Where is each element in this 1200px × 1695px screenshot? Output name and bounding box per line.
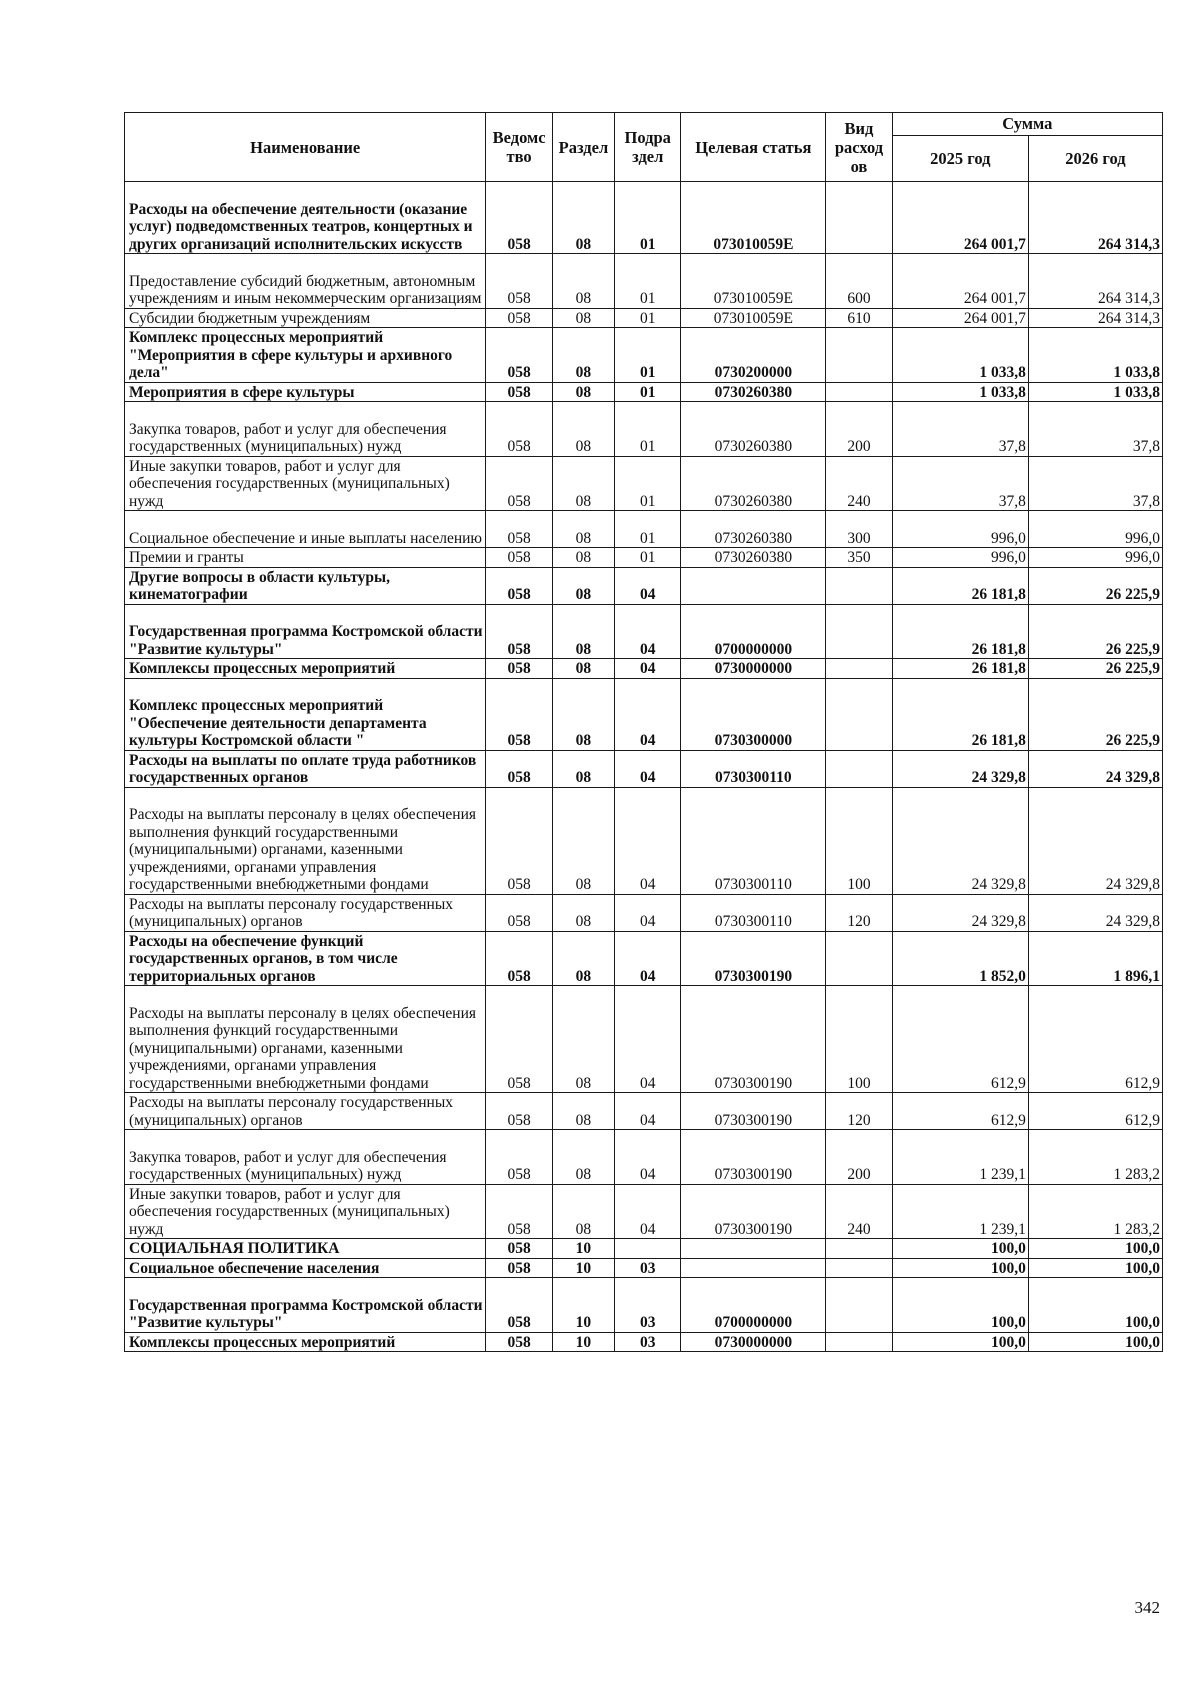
header-sum: Сумма: [892, 113, 1162, 136]
cell-subsection: 03: [615, 1332, 681, 1352]
cell-dept: 058: [486, 254, 552, 309]
cell-sum-2025: 1 239,1: [892, 1130, 1028, 1185]
cell-dept: 058: [486, 1258, 552, 1278]
table-row: [125, 567, 1163, 604]
cell-expense-type: 240: [826, 456, 892, 511]
cell-expense-type: [826, 1239, 892, 1259]
table-row: [125, 511, 1163, 548]
cell-sum-2026: 1 033,8: [1028, 382, 1162, 402]
cell-section: 08: [552, 604, 614, 659]
cell-sum-2025: 1 239,1: [892, 1184, 1028, 1239]
cell-target: 0730000000: [681, 659, 826, 679]
header-target: Целевая статья: [681, 113, 826, 182]
cell-expense-type: [826, 659, 892, 679]
cell-sum-2026: 1 283,2: [1028, 1184, 1162, 1239]
cell-target: 0730300000: [681, 678, 826, 750]
cell-expense-type: 120: [826, 1093, 892, 1130]
cell-target: 0730300190: [681, 1184, 826, 1239]
cell-sum-2026: 100,0: [1028, 1258, 1162, 1278]
cell-subsection: 01: [615, 382, 681, 402]
cell-sum-2026: 1 283,2: [1028, 1130, 1162, 1185]
cell-section: 08: [552, 548, 614, 568]
table-row: [125, 1130, 1163, 1185]
cell-subsection: 04: [615, 894, 681, 931]
cell-dept: 058: [486, 750, 552, 787]
cell-target: 0730260380: [681, 402, 826, 457]
cell-sum-2026: 24 329,8: [1028, 894, 1162, 931]
cell-sum-2026: 1 896,1: [1028, 931, 1162, 986]
cell-sum-2025: 26 181,8: [892, 567, 1028, 604]
cell-sum-2026: 264 314,3: [1028, 254, 1162, 309]
cell-section: 08: [552, 986, 614, 1093]
cell-expense-type: [826, 1278, 892, 1333]
cell-section: 08: [552, 402, 614, 457]
cell-dept: 058: [486, 1239, 552, 1259]
table-row: [125, 1258, 1163, 1278]
cell-subsection: 04: [615, 567, 681, 604]
table-row: [125, 787, 1163, 894]
cell-sum-2026: 26 225,9: [1028, 659, 1162, 679]
cell-name: Предоставление субсидий бюджетным, автономным учреждениям и иным некоммерческим организациям: [125, 254, 486, 309]
cell-subsection: 01: [615, 182, 681, 254]
cell-name: Расходы на выплаты персоналу государственных (муниципальных) органов: [125, 894, 486, 931]
cell-dept: 058: [486, 402, 552, 457]
cell-subsection: 04: [615, 787, 681, 894]
cell-subsection: 04: [615, 750, 681, 787]
header-section: Раздел: [552, 113, 614, 182]
table-row: [125, 1093, 1163, 1130]
cell-expense-type: [826, 678, 892, 750]
cell-subsection: 03: [615, 1258, 681, 1278]
cell-target: 0730000000: [681, 1332, 826, 1352]
table-row: [125, 1332, 1163, 1352]
cell-target: 0730300190: [681, 986, 826, 1093]
cell-dept: 058: [486, 986, 552, 1093]
cell-sum-2026: 100,0: [1028, 1332, 1162, 1352]
table-row: [125, 604, 1163, 659]
cell-section: 08: [552, 1184, 614, 1239]
table-row: [125, 750, 1163, 787]
cell-target: 0730300190: [681, 931, 826, 986]
cell-expense-type: 200: [826, 1130, 892, 1185]
cell-expense-type: 100: [826, 986, 892, 1093]
cell-section: 10: [552, 1332, 614, 1352]
cell-name: Государственная программа Костромской области "Развитие культуры": [125, 1278, 486, 1333]
cell-dept: 058: [486, 382, 552, 402]
cell-sum-2025: 37,8: [892, 402, 1028, 457]
cell-name: Закупка товаров, работ и услуг для обеспечения государственных (муниципальных) нужд: [125, 1130, 486, 1185]
cell-section: 08: [552, 787, 614, 894]
cell-target: 0730260380: [681, 456, 826, 511]
cell-section: 08: [552, 511, 614, 548]
cell-section: 08: [552, 567, 614, 604]
cell-sum-2026: 24 329,8: [1028, 787, 1162, 894]
cell-section: 08: [552, 1093, 614, 1130]
cell-expense-type: [826, 382, 892, 402]
cell-subsection: 01: [615, 456, 681, 511]
cell-sum-2025: 1 852,0: [892, 931, 1028, 986]
cell-target: 073010059Е: [681, 182, 826, 254]
cell-sum-2025: 264 001,7: [892, 182, 1028, 254]
cell-sum-2025: 100,0: [892, 1332, 1028, 1352]
table-row: [125, 402, 1163, 457]
cell-subsection: [615, 1239, 681, 1259]
cell-expense-type: [826, 1258, 892, 1278]
header-expense-type: Вид расход ов: [826, 113, 892, 182]
cell-expense-type: 240: [826, 1184, 892, 1239]
table-row: [125, 382, 1163, 402]
cell-subsection: 04: [615, 604, 681, 659]
cell-sum-2026: 612,9: [1028, 986, 1162, 1093]
cell-expense-type: [826, 1332, 892, 1352]
cell-sum-2026: 996,0: [1028, 548, 1162, 568]
cell-target: 073010059Е: [681, 254, 826, 309]
cell-dept: 058: [486, 456, 552, 511]
cell-subsection: 01: [615, 511, 681, 548]
table-row: [125, 1278, 1163, 1333]
cell-dept: 058: [486, 1278, 552, 1333]
cell-dept: 058: [486, 1184, 552, 1239]
cell-target: 0730260380: [681, 382, 826, 402]
cell-subsection: 03: [615, 1278, 681, 1333]
cell-sum-2025: 996,0: [892, 548, 1028, 568]
header-2026: 2026 год: [1028, 136, 1162, 182]
cell-target: [681, 567, 826, 604]
cell-subsection: 04: [615, 1130, 681, 1185]
cell-name: Мероприятия в сфере культуры: [125, 382, 486, 402]
table-row: [125, 1239, 1163, 1259]
cell-sum-2026: 26 225,9: [1028, 604, 1162, 659]
cell-section: 08: [552, 931, 614, 986]
cell-name: Расходы на обеспечение функций государственных органов, в том числе территориальных органов: [125, 931, 486, 986]
cell-section: 08: [552, 182, 614, 254]
cell-name: Закупка товаров, работ и услуг для обеспечения государственных (муниципальных) нужд: [125, 402, 486, 457]
cell-subsection: 04: [615, 678, 681, 750]
cell-sum-2025: 1 033,8: [892, 328, 1028, 383]
header-2025: 2025 год: [892, 136, 1028, 182]
cell-section: 08: [552, 308, 614, 328]
cell-dept: 058: [486, 787, 552, 894]
cell-sum-2026: 264 314,3: [1028, 308, 1162, 328]
cell-dept: 058: [486, 548, 552, 568]
cell-target: 0700000000: [681, 604, 826, 659]
cell-subsection: 04: [615, 659, 681, 679]
cell-name: Расходы на выплаты персоналу государственных (муниципальных) органов: [125, 1093, 486, 1130]
cell-dept: 058: [486, 328, 552, 383]
cell-dept: 058: [486, 567, 552, 604]
cell-sum-2026: 26 225,9: [1028, 567, 1162, 604]
cell-dept: 058: [486, 308, 552, 328]
cell-expense-type: [826, 604, 892, 659]
header-subsection: Подра здел: [615, 113, 681, 182]
cell-sum-2026: 996,0: [1028, 511, 1162, 548]
cell-dept: 058: [486, 1093, 552, 1130]
cell-sum-2025: 100,0: [892, 1239, 1028, 1259]
table-header: [125, 113, 1163, 182]
cell-section: 08: [552, 456, 614, 511]
cell-sum-2026: 100,0: [1028, 1239, 1162, 1259]
cell-dept: 058: [486, 1130, 552, 1185]
cell-name: Субсидии бюджетным учреждениям: [125, 308, 486, 328]
cell-section: 08: [552, 254, 614, 309]
page-number: 342: [1134, 1598, 1160, 1617]
cell-sum-2025: 612,9: [892, 1093, 1028, 1130]
cell-sum-2025: 26 181,8: [892, 659, 1028, 679]
cell-name: Другие вопросы в области культуры, кинематографии: [125, 567, 486, 604]
cell-section: 08: [552, 750, 614, 787]
cell-sum-2025: 37,8: [892, 456, 1028, 511]
cell-name: Комплекс процессных мероприятий "Мероприятия в сфере культуры и архивного дела": [125, 328, 486, 383]
cell-sum-2025: 996,0: [892, 511, 1028, 548]
table-row: [125, 1184, 1163, 1239]
cell-name: Иные закупки товаров, работ и услуг для обеспечения государственных (муниципальных) нужд: [125, 1184, 486, 1239]
cell-section: 10: [552, 1239, 614, 1259]
cell-target: 0730300190: [681, 1093, 826, 1130]
cell-subsection: 01: [615, 402, 681, 457]
table-row: [125, 659, 1163, 679]
budget-table: [124, 112, 1163, 1352]
cell-target: [681, 1258, 826, 1278]
cell-subsection: 01: [615, 308, 681, 328]
cell-dept: 058: [486, 931, 552, 986]
table-row: [125, 308, 1163, 328]
cell-sum-2025: 26 181,8: [892, 604, 1028, 659]
cell-dept: 058: [486, 659, 552, 679]
cell-expense-type: 300: [826, 511, 892, 548]
cell-sum-2026: 100,0: [1028, 1278, 1162, 1333]
table-row: [125, 456, 1163, 511]
cell-target: 0730300110: [681, 894, 826, 931]
table-body: [125, 182, 1163, 1352]
cell-name: Расходы на обеспечение деятельности (оказание услуг) подведомственных театров, концертных и других организаций исполнительских искусств: [125, 182, 486, 254]
cell-dept: 058: [486, 1332, 552, 1352]
cell-expense-type: 200: [826, 402, 892, 457]
cell-sum-2025: 24 329,8: [892, 894, 1028, 931]
cell-target: 0730200000: [681, 328, 826, 383]
cell-target: 0730300190: [681, 1130, 826, 1185]
cell-section: 08: [552, 382, 614, 402]
cell-name: Расходы на выплаты по оплате труда работников государственных органов: [125, 750, 486, 787]
cell-target: 073010059Е: [681, 308, 826, 328]
cell-expense-type: [826, 328, 892, 383]
cell-dept: 058: [486, 894, 552, 931]
cell-sum-2025: 24 329,8: [892, 787, 1028, 894]
cell-subsection: 04: [615, 1093, 681, 1130]
cell-name: Государственная программа Костромской области "Развитие культуры": [125, 604, 486, 659]
table-row: [125, 678, 1163, 750]
cell-sum-2026: 264 314,3: [1028, 182, 1162, 254]
cell-dept: 058: [486, 604, 552, 659]
table-row: [125, 254, 1163, 309]
cell-name: Комплексы процессных мероприятий: [125, 1332, 486, 1352]
cell-sum-2026: 26 225,9: [1028, 678, 1162, 750]
cell-name: СОЦИАЛЬНАЯ ПОЛИТИКА: [125, 1239, 486, 1259]
cell-section: 08: [552, 894, 614, 931]
cell-name: Социальное обеспечение и иные выплаты населению: [125, 511, 486, 548]
table-row: [125, 182, 1163, 254]
table-row: [125, 894, 1163, 931]
cell-name: Иные закупки товаров, работ и услуг для обеспечения государственных (муниципальных) нужд: [125, 456, 486, 511]
cell-dept: 058: [486, 182, 552, 254]
cell-expense-type: 600: [826, 254, 892, 309]
cell-target: 0730300110: [681, 750, 826, 787]
cell-expense-type: 610: [826, 308, 892, 328]
cell-name: Премии и гранты: [125, 548, 486, 568]
cell-expense-type: 120: [826, 894, 892, 931]
cell-target: 0730260380: [681, 511, 826, 548]
cell-dept: 058: [486, 511, 552, 548]
cell-subsection: 04: [615, 986, 681, 1093]
cell-section: 10: [552, 1278, 614, 1333]
header-name: Наименование: [125, 113, 486, 182]
cell-subsection: 01: [615, 328, 681, 383]
cell-sum-2025: 24 329,8: [892, 750, 1028, 787]
cell-dept: 058: [486, 678, 552, 750]
cell-target: 0730260380: [681, 548, 826, 568]
cell-section: 10: [552, 1258, 614, 1278]
cell-sum-2025: 1 033,8: [892, 382, 1028, 402]
cell-target: 0700000000: [681, 1278, 826, 1333]
cell-name: Расходы на выплаты персоналу в целях обеспечения выполнения функций государственными (муниципальными) органами, казенными учреждениями, органами управления государственными внебюджетными фондами: [125, 787, 486, 894]
cell-expense-type: 350: [826, 548, 892, 568]
cell-subsection: 01: [615, 254, 681, 309]
cell-expense-type: [826, 931, 892, 986]
cell-sum-2026: 612,9: [1028, 1093, 1162, 1130]
cell-name: Комплексы процессных мероприятий: [125, 659, 486, 679]
cell-expense-type: [826, 567, 892, 604]
cell-subsection: 04: [615, 1184, 681, 1239]
cell-target: 0730300110: [681, 787, 826, 894]
table-row: [125, 986, 1163, 1093]
table-row: [125, 548, 1163, 568]
cell-subsection: 01: [615, 548, 681, 568]
cell-sum-2025: 100,0: [892, 1278, 1028, 1333]
cell-subsection: 04: [615, 931, 681, 986]
table-row: [125, 328, 1163, 383]
cell-sum-2026: 1 033,8: [1028, 328, 1162, 383]
cell-name: Социальное обеспечение населения: [125, 1258, 486, 1278]
cell-expense-type: [826, 750, 892, 787]
cell-sum-2025: 264 001,7: [892, 254, 1028, 309]
cell-name: Комплекс процессных мероприятий "Обеспечение деятельности департамента культуры Костромской области ": [125, 678, 486, 750]
cell-sum-2025: 612,9: [892, 986, 1028, 1093]
cell-section: 08: [552, 659, 614, 679]
table-row: [125, 931, 1163, 986]
cell-section: 08: [552, 678, 614, 750]
cell-expense-type: [826, 182, 892, 254]
cell-section: 08: [552, 1130, 614, 1185]
cell-expense-type: 100: [826, 787, 892, 894]
cell-sum-2026: 37,8: [1028, 456, 1162, 511]
cell-sum-2025: 100,0: [892, 1258, 1028, 1278]
cell-target: [681, 1239, 826, 1259]
header-dept: Ведомс тво: [486, 113, 552, 182]
cell-name: Расходы на выплаты персоналу в целях обеспечения выполнения функций государственными (муниципальными) органами, казенными учреждениями, органами управления государственными внебюджетными фондами: [125, 986, 486, 1093]
cell-sum-2026: 37,8: [1028, 402, 1162, 457]
cell-sum-2025: 26 181,8: [892, 678, 1028, 750]
cell-sum-2026: 24 329,8: [1028, 750, 1162, 787]
cell-section: 08: [552, 328, 614, 383]
cell-sum-2025: 264 001,7: [892, 308, 1028, 328]
